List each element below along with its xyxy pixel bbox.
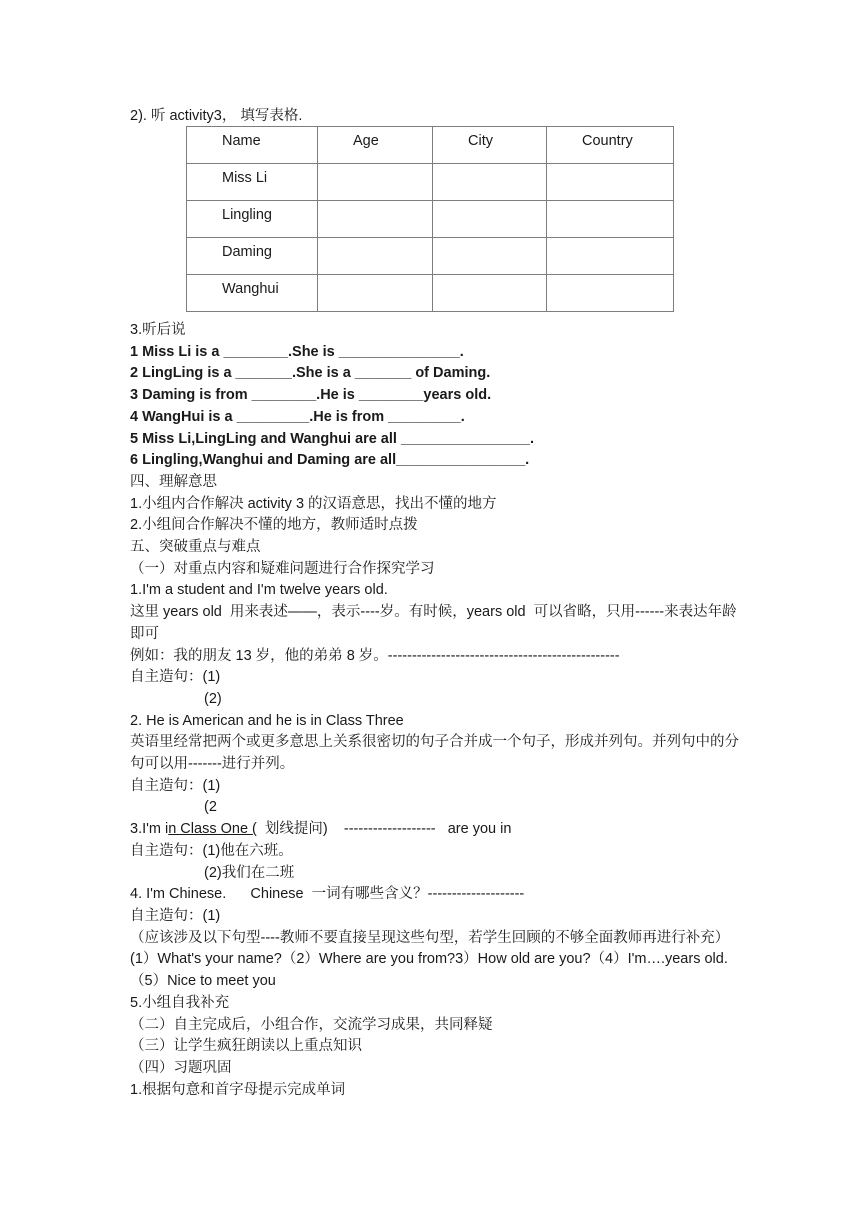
exercise-sentence: 5 Miss Li,LingLing and Wanghui are all ________________. — [130, 430, 535, 447]
header-cell: City — [433, 127, 547, 164]
table-cell — [433, 275, 547, 312]
table-cell: Wanghui — [187, 275, 318, 312]
table-cell — [547, 238, 674, 275]
table-cell — [318, 238, 433, 275]
header-cell: Country — [547, 127, 674, 164]
text-line: 自主造句：(1)他在六班。 — [130, 842, 293, 859]
subsection-heading: （一）对重点内容和疑难问题进行合作探究学习 — [130, 560, 435, 577]
subsection-heading: （四）习题巩固 — [130, 1059, 232, 1076]
text-line: 自主造句：(1) — [130, 777, 221, 794]
underlined-phrase: n Class One ( — [168, 821, 257, 838]
section-heading: 四、理解意思 — [130, 473, 217, 490]
table-cell — [318, 164, 433, 201]
table-cell — [433, 201, 547, 238]
text-line: 2. He is American and he is in Class Three — [130, 712, 404, 729]
exercise-sentence: 1 Miss Li is a ________.She is _______________. — [130, 343, 464, 360]
table-cell — [547, 164, 674, 201]
header-cell: Name — [187, 127, 318, 164]
section-heading: 3.听后说 — [130, 322, 186, 338]
section-intro: 2). 听 activity3， 填写表格. — [130, 108, 303, 124]
table-cell — [547, 201, 674, 238]
text-line: （应该涉及以下句型----教师不要直接呈现这些句型，若学生回顾的不够全面教师再进行补充）(1）What's your name?（2）Where are you from?3）How old are you?（4）I'm….years old.（5）Nice to meet you — [130, 929, 730, 990]
table-header-row — [187, 127, 674, 164]
text-line: (2 — [204, 799, 217, 816]
table-row — [187, 238, 674, 275]
document-body — [130, 320, 740, 1101]
exercise-sentence: 4 WangHui is a _________.He is from _________. — [130, 408, 465, 425]
text-segment: 3.I'm i — [130, 821, 169, 838]
table-cell: Miss Li — [187, 164, 318, 201]
exercise-sentence: 2 LingLing is a _______.She is a _______ of Daming. — [130, 365, 491, 382]
text-line: 自主造句：(1) — [130, 669, 221, 686]
text-line — [130, 819, 740, 841]
header-cell: Age — [318, 127, 433, 164]
table-cell — [318, 201, 433, 238]
table-row — [187, 201, 674, 238]
text-line: 1.根据句意和首字母提示完成单词 — [130, 1081, 346, 1098]
subsection-heading: （三）让学生疯狂朗读以上重点知识 — [130, 1038, 362, 1055]
table-cell — [433, 164, 547, 201]
section-heading: 五、突破重点与难点 — [130, 539, 261, 556]
table-row — [187, 275, 674, 312]
text-line: 1.I'm a student and I'm twelve years old. — [130, 582, 388, 599]
text-line: 4. I'm Chinese. Chinese 一词有哪些含义？-------------------- — [130, 886, 525, 903]
text-line: 英语里经常把两个或更多意思上关系很密切的句子合并成一个句子，形成并列句。并列句中的分句可以用-------进行并列。 — [130, 734, 739, 773]
text-line: 例如：我的朋友 13 岁，他的弟弟 8 岁。------------------------------------------------ — [130, 647, 620, 664]
exercise-sentence: 6 Lingling,Wanghui and Daming are all________________. — [130, 452, 530, 469]
text-line: (2)我们在二班 — [204, 864, 295, 881]
text-line: 自主造句：(1) — [130, 907, 221, 924]
table-row — [187, 164, 674, 201]
table-cell — [433, 238, 547, 275]
table-cell — [547, 275, 674, 312]
text-line: 2.小组间合作解决不懂的地方，教师适时点拨 — [130, 517, 418, 534]
text-line: 这里 years old 用来表述——，表示----岁。有时候，years old 可以省略，只用------来表达年龄即可 — [130, 604, 737, 642]
exercise-sentence: 3 Daming is from ________.He is ________years old. — [130, 387, 492, 404]
info-table — [186, 126, 674, 312]
table-cell: Daming — [187, 238, 318, 275]
subsection-heading: （二）自主完成后，小组合作，交流学习成果，共同释疑 — [130, 1016, 493, 1033]
table-cell — [318, 275, 433, 312]
table-cell: Lingling — [187, 201, 318, 238]
text-segment: 划线提问) ------------------- are you in — [256, 821, 512, 838]
text-line: (2) — [204, 690, 222, 707]
text-line: 5.小组自我补充 — [130, 994, 230, 1011]
text-line: 1.小组内合作解决 activity 3 的汉语意思，找出不懂的地方 — [130, 495, 497, 512]
